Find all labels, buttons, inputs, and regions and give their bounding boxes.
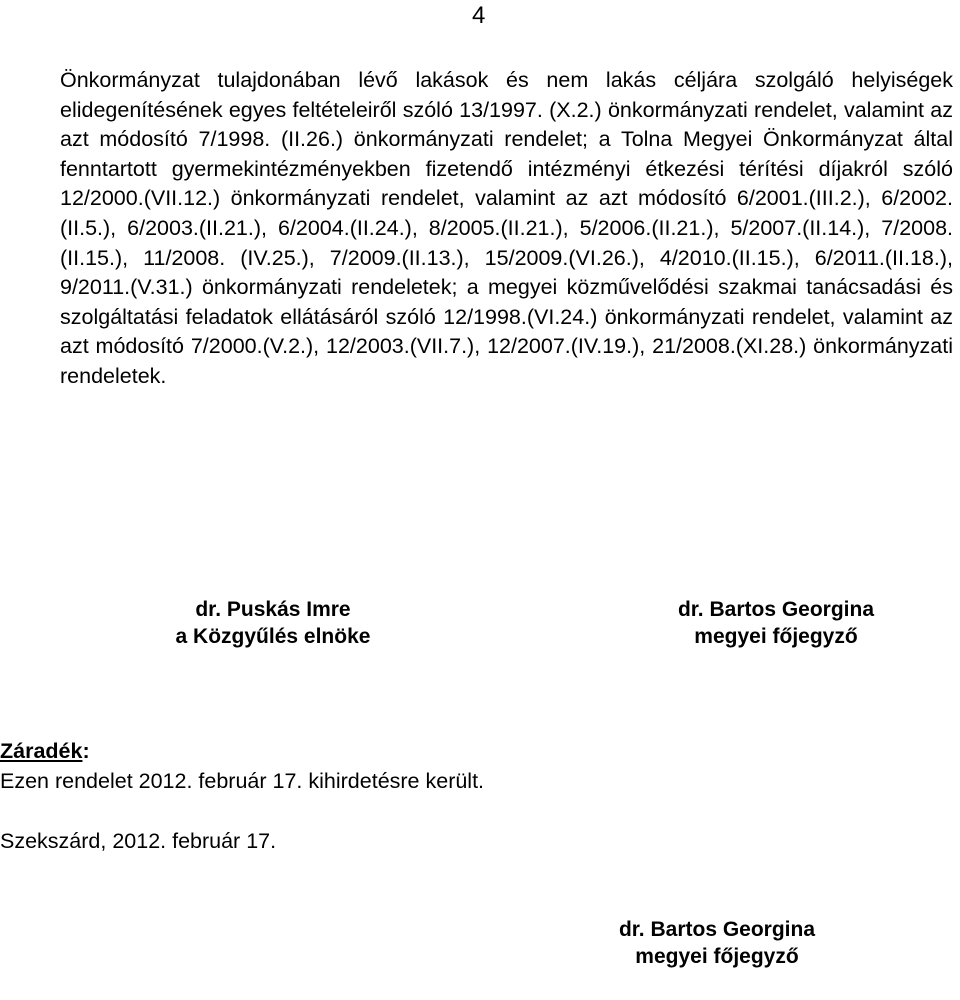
signatory-title: megyei főjegyző xyxy=(635,945,799,968)
page-number: 4 xyxy=(472,2,486,29)
signatory-name: dr. Bartos Georgina xyxy=(618,918,816,941)
clause-heading-colon: : xyxy=(82,739,90,763)
signature-block-final xyxy=(572,916,862,970)
signatory-title: megyei főjegyző xyxy=(694,625,858,648)
signatory-name: dr. Puskás Imre xyxy=(195,598,351,621)
body-paragraph: Önkormányzat tulajdonában lévő lakások és nem lakás céljára szolgáló helyiségek elidegenítésének egyes feltételeiről szóló 13/1997. (X.2.) önkormányzati rendelet, valamint az azt módosító 7/1998. (II.26.) önkormányzati rendelet; a Tolna Megyei Önkormányzat által fenntartott gyermekintézményekben fizetendő intézményi étkezési térítési díjakról szóló 12/2000.(VII.12.) önkormányzati rendelet, valamint az azt módosító 6/2001.(III.2.), 6/2002.(II.5.), 6/2003.(II.21.), 6/2004.(II.24.), 8/2005.(II.21.), 5/2006.(II.21.), 5/2007.(II.14.), 7/2008.(II.15.), 11/2008. (IV.25.), 7/2009.(II.13.), 15/2009.(VI.26.), 4/2010.(II.15.), 6/2011.(II.18.), 9/2011.(V.31.) önkormányzati rendeletek; a megyei közművelődési szakmai tanácsadási és szolgáltatási feladatok ellátásáról szóló 12/1998.(VI.24.) önkormányzati rendelet, valamint az azt módosító 7/2000.(V.2.), 12/2003.(VII.7.), 12/2007.(IV.19.), 21/2008.(XI.28.) önkormányzati rendeletek. xyxy=(60,68,953,388)
signatory-title: a Közgyűlés elnöke xyxy=(175,625,371,648)
signature-block-notary xyxy=(626,596,926,650)
clause-heading xyxy=(0,739,90,764)
signatory-name: dr. Bartos Georgina xyxy=(677,598,875,621)
place-date: Szekszárd, 2012. február 17. xyxy=(0,829,277,853)
clause-text: Ezen rendelet 2012. február 17. kihirdetésre került. xyxy=(0,769,485,793)
clause-heading-label: Záradék xyxy=(0,739,83,763)
signature-block-chairman xyxy=(128,596,418,650)
